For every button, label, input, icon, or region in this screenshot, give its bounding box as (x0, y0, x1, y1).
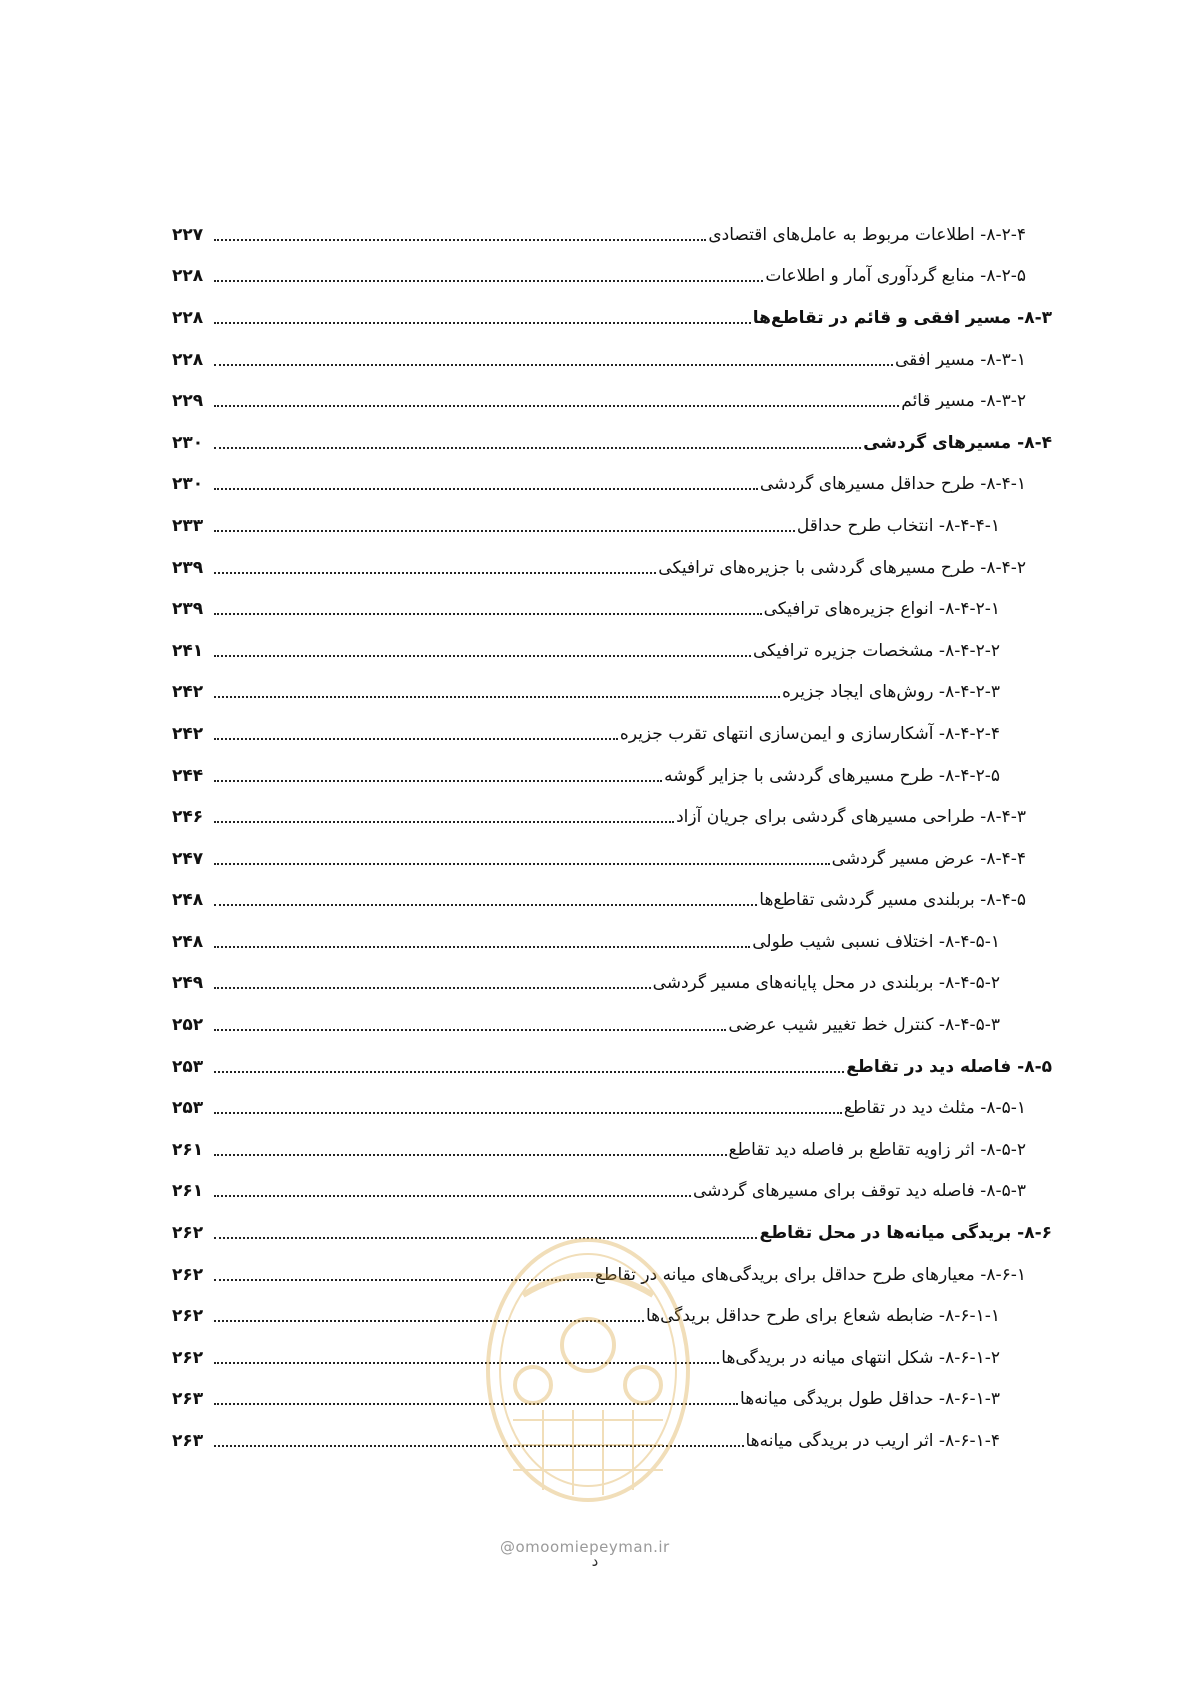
watermark-url: @omoomiepeyman.ir (500, 1538, 670, 1556)
toc-entry-page: ۲۲۹ (172, 391, 204, 412)
toc-entry-title: ۸-۴-۱- طرح حداقل مسیرهای گردشی (759, 474, 1026, 495)
toc-entry-title: ۸-۶-۱-۱- ضابطه شعاع برای طرح حداقل بریدگی‌ها (645, 1306, 1000, 1327)
toc-entry-page: ۲۲۷ (172, 224, 204, 245)
toc-entry-page: ۲۵۳ (172, 1098, 204, 1119)
toc-entry-page: ۲۶۱ (172, 1139, 204, 1160)
toc-entry[interactable] (172, 713, 1052, 755)
toc-entry[interactable] (172, 838, 1052, 880)
toc-entry-page: ۲۳۰ (172, 474, 204, 495)
toc-dot-leader (214, 1029, 726, 1031)
toc-dot-leader (214, 613, 762, 615)
toc-entry-title: ۸-۶-۱- معیارهای طرح حداقل برای بریدگی‌های میانه در تقاطع (594, 1264, 1026, 1285)
toc-entry[interactable] (172, 672, 1052, 714)
toc-entry[interactable] (172, 630, 1052, 672)
toc-entry-page: ۲۳۹ (172, 599, 204, 620)
toc-dot-leader (214, 1279, 593, 1281)
toc-dot-leader (214, 863, 830, 865)
toc-entry-page: ۲۳۳ (172, 515, 204, 536)
toc-dot-leader (214, 780, 662, 782)
toc-entry-title: ۸-۴-۴-۱- انتخاب طرح حداقل (796, 515, 1000, 536)
toc-entry[interactable] (172, 921, 1052, 963)
table-of-contents (172, 214, 1052, 1462)
toc-entry-title: ۸-۶-۱-۴- اثر اریب در بریدگی میانه‌ها (745, 1431, 1000, 1452)
toc-entry[interactable] (172, 588, 1052, 630)
toc-entry-page: ۲۴۷ (172, 848, 204, 869)
toc-entry-page: ۲۶۲ (172, 1347, 204, 1368)
toc-entry-title: ۸-۳-۲- مسیر قائم (901, 391, 1026, 412)
toc-entry[interactable] (172, 963, 1052, 1005)
toc-dot-leader (214, 738, 618, 740)
toc-entry-page: ۲۴۸ (172, 890, 204, 911)
toc-entry-page: ۲۴۱ (172, 640, 204, 661)
toc-dot-leader (214, 239, 706, 241)
toc-entry[interactable] (172, 796, 1052, 838)
toc-entry[interactable] (172, 380, 1052, 422)
toc-entry[interactable] (172, 256, 1052, 298)
toc-entry-title: ۸-۴-۲-۳- روش‌های ایجاد جزیره (782, 682, 1000, 703)
toc-dot-leader (214, 530, 795, 532)
toc-dot-leader (214, 821, 674, 823)
toc-entry-title: ۸-۳- مسیر افقی و قائم در تقاطع‌ها (752, 307, 1052, 328)
toc-entry[interactable] (172, 297, 1052, 339)
toc-entry-page: ۲۶۳ (172, 1431, 204, 1452)
toc-entry[interactable] (172, 547, 1052, 589)
toc-entry-title: ۸-۴-۲-۲- مشخصات جزیره ترافیکی (752, 640, 1000, 661)
toc-entry-title: ۸-۴-۲- طرح مسیرهای گردشی با جزیره‌های ترافیکی (658, 557, 1026, 578)
toc-entry-page: ۲۶۲ (172, 1306, 204, 1327)
toc-dot-leader (214, 1112, 842, 1114)
toc-entry-page: ۲۲۸ (172, 266, 204, 287)
toc-entry[interactable] (172, 880, 1052, 922)
toc-entry[interactable] (172, 1212, 1052, 1254)
toc-entry-title: ۸-۴-۵-۱- اختلاف نسبی شیب طولی (752, 931, 1000, 952)
toc-entry-title: ۸-۴-۲-۱- انواع جزیره‌های ترافیکی (763, 599, 1000, 620)
toc-entry[interactable] (172, 214, 1052, 256)
toc-entry[interactable] (172, 339, 1052, 381)
toc-entry-page: ۲۴۴ (172, 765, 204, 786)
toc-entry[interactable] (172, 1337, 1052, 1379)
toc-entry-page: ۲۲۸ (172, 349, 204, 370)
toc-entry[interactable] (172, 1171, 1052, 1213)
toc-entry-page: ۲۵۳ (172, 1056, 204, 1077)
toc-entry-title: ۸-۲-۵- منابع گردآوری آمار و اطلاعات (765, 266, 1026, 287)
toc-entry-page: ۲۶۱ (172, 1181, 204, 1202)
toc-entry[interactable] (172, 1295, 1052, 1337)
toc-dot-leader (214, 280, 763, 282)
toc-entry-title: ۸-۴-۳- طراحی مسیرهای گردشی برای جریان آزاد (676, 807, 1026, 828)
toc-entry-title: ۸-۴-۵-۳- کنترل خط تغییر شیب عرضی (728, 1015, 1000, 1036)
page-number: د (591, 1552, 599, 1570)
toc-dot-leader (214, 405, 899, 407)
toc-entry[interactable] (172, 505, 1052, 547)
toc-dot-leader (214, 1403, 738, 1405)
toc-entry-title: ۸-۴-۲-۴- آشکارسازی و ایمن‌سازی انتهای تقرب جزیره (619, 723, 1000, 744)
toc-dot-leader (214, 1071, 844, 1073)
toc-entry[interactable] (172, 464, 1052, 506)
toc-entry[interactable] (172, 1379, 1052, 1421)
toc-entry-title: ۸-۵-۱- مثلث دید در تقاطع (843, 1098, 1026, 1119)
toc-entry-title: ۸-۴-۵-۲- بربلندی در محل پایانه‌های مسیر گردشی (652, 973, 1000, 994)
toc-entry-title: ۸-۲-۴- اطلاعات مربوط به عامل‌های اقتصادی (708, 224, 1026, 245)
toc-dot-leader (214, 904, 757, 906)
toc-entry-page: ۲۴۲ (172, 682, 204, 703)
toc-dot-leader (214, 364, 893, 366)
toc-dot-leader (214, 1362, 719, 1364)
toc-entry-title: ۸-۵-۲- اثر زاویه تقاطع بر فاصله دید تقاطع (728, 1139, 1026, 1160)
toc-entry-page: ۲۳۹ (172, 557, 204, 578)
toc-entry-page: ۲۲۸ (172, 307, 204, 328)
toc-entry-title: ۸-۴- مسیرهای گردشی (863, 432, 1052, 453)
toc-entry-page: ۲۴۶ (172, 807, 204, 828)
toc-entry-page: ۲۴۹ (172, 973, 204, 994)
toc-dot-leader (214, 946, 750, 948)
toc-dot-leader (214, 1320, 644, 1322)
toc-entry-page: ۲۶۳ (172, 1389, 204, 1410)
toc-dot-leader (214, 1154, 727, 1156)
toc-entry-page: ۲۵۲ (172, 1015, 204, 1036)
toc-entry-title: ۸-۶-۱-۲- شکل انتهای میانه در بریدگی‌ها (721, 1347, 1000, 1368)
toc-entry[interactable] (172, 1087, 1052, 1129)
toc-entry[interactable] (172, 1004, 1052, 1046)
toc-dot-leader (214, 655, 751, 657)
toc-dot-leader (214, 987, 651, 989)
toc-entry-page: ۲۶۲ (172, 1223, 204, 1244)
toc-dot-leader (214, 322, 751, 324)
toc-entry-page: ۲۶۲ (172, 1264, 204, 1285)
toc-entry[interactable] (172, 1129, 1052, 1171)
toc-dot-leader (214, 1445, 744, 1447)
toc-dot-leader (214, 1237, 757, 1239)
toc-entry-page: ۲۳۰ (172, 432, 204, 453)
toc-entry-title: ۸-۳-۱- مسیر افقی (894, 349, 1026, 370)
toc-entry-title: ۸-۴-۵- بربلندی مسیر گردشی تقاطع‌ها (759, 890, 1026, 911)
toc-entry-title: ۸-۶- بریدگی میانه‌ها در محل تقاطع (759, 1223, 1052, 1244)
toc-dot-leader (214, 1195, 691, 1197)
toc-dot-leader (214, 572, 656, 574)
toc-entry[interactable] (172, 1046, 1052, 1088)
toc-entry-title: ۸-۵-۳- فاصله دید توقف برای مسیرهای گردشی (692, 1181, 1026, 1202)
toc-entry[interactable] (172, 422, 1052, 464)
toc-dot-leader (214, 488, 758, 490)
toc-entry-page: ۲۴۲ (172, 723, 204, 744)
toc-entry[interactable] (172, 1420, 1052, 1462)
toc-entry-page: ۲۴۸ (172, 931, 204, 952)
toc-dot-leader (214, 696, 780, 698)
toc-entry[interactable] (172, 1254, 1052, 1296)
toc-entry-title: ۸-۵- فاصله دید در تقاطع (846, 1056, 1052, 1077)
toc-entry[interactable] (172, 755, 1052, 797)
toc-entry-title: ۸-۴-۲-۵- طرح مسیرهای گردشی با جزایر گوشه (664, 765, 1000, 786)
toc-entry-title: ۸-۴-۴- عرض مسیر گردشی (831, 848, 1026, 869)
toc-dot-leader (214, 447, 861, 449)
toc-entry-title: ۸-۶-۱-۳- حداقل طول بریدگی میانه‌ها (740, 1389, 1000, 1410)
